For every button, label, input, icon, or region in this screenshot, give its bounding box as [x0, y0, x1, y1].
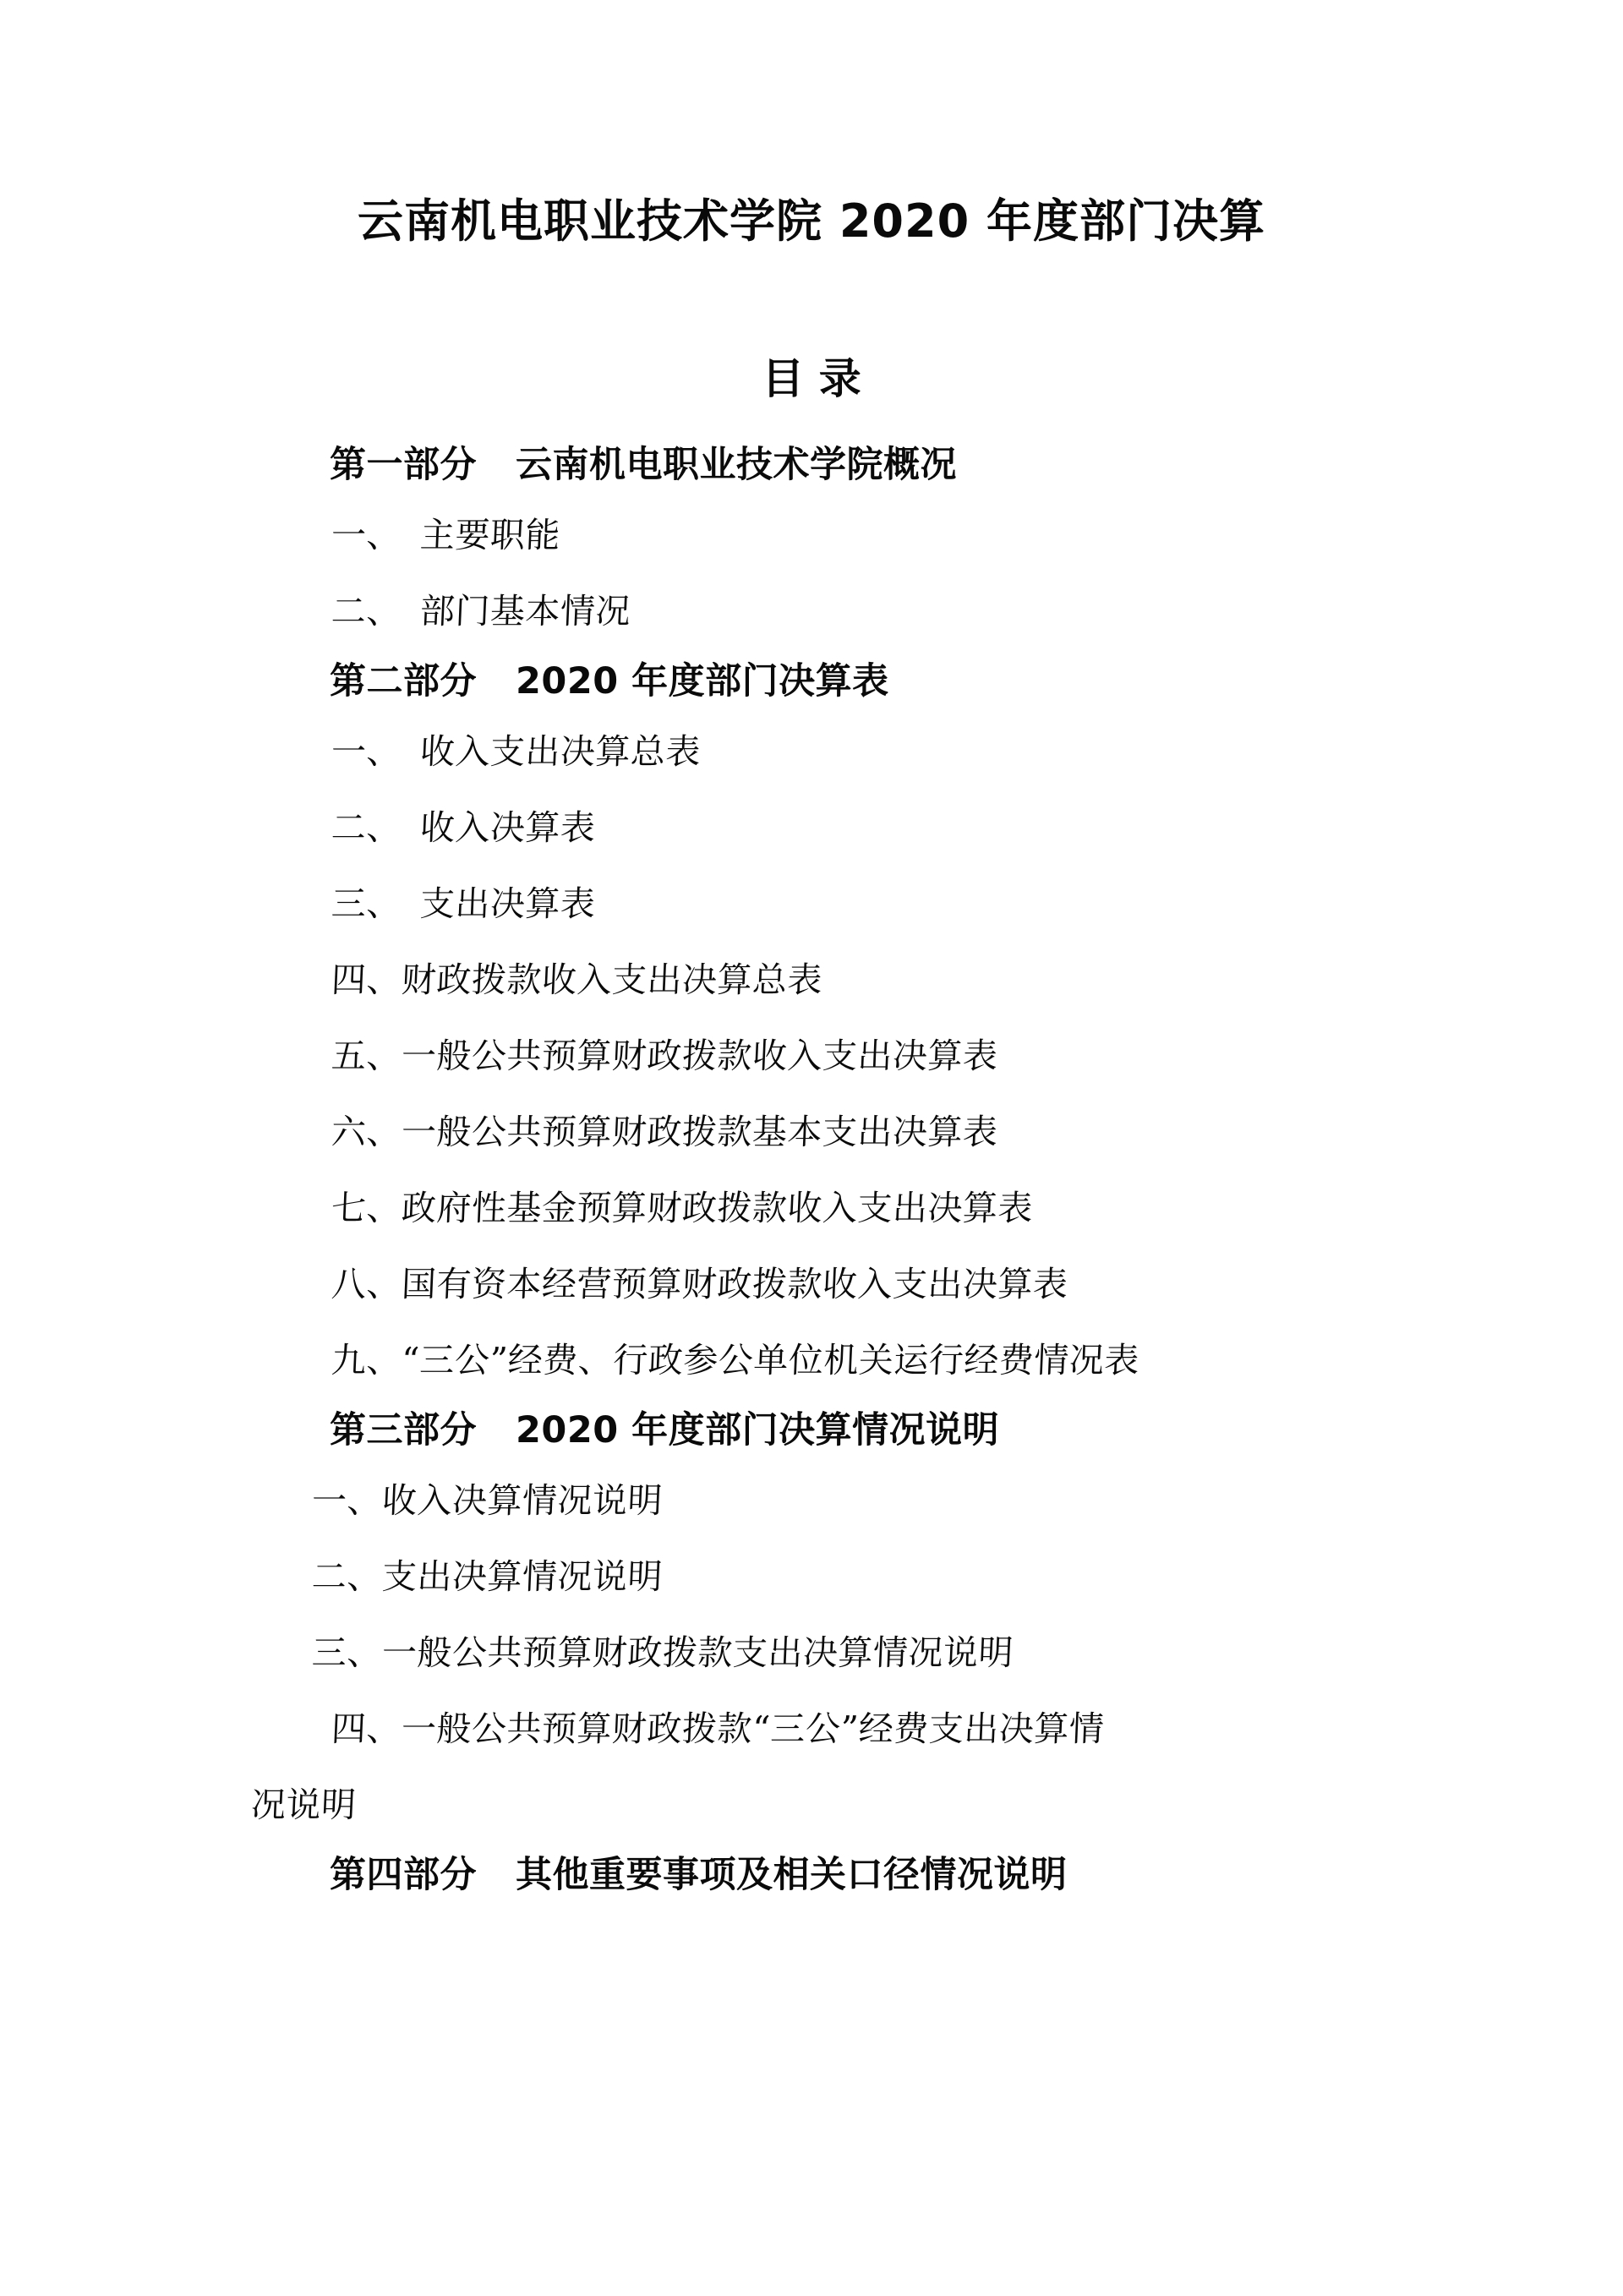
item-label: 支出决算表: [418, 883, 597, 924]
table-of-contents: [249, 433, 1382, 1907]
table-of-contents-heading: 目 录: [762, 354, 861, 403]
toc-item[interactable]: [249, 942, 1385, 1018]
item-label: 国有资本经营预算财政拨款收入支出决算表: [400, 1264, 1069, 1304]
toc-item[interactable]: [249, 1018, 1385, 1094]
toc-item[interactable]: [249, 497, 1385, 573]
page-title: 云南机电职业技术学院 2020 年度部门决算: [358, 194, 1265, 248]
item-label: 一般公共预算财政拨款支出决算情况说明: [380, 1632, 1015, 1673]
section-heading-label: 其他重要事项及相关口径情况说明: [516, 1854, 1068, 1896]
toc-item[interactable]: [249, 1170, 1385, 1246]
toc-item[interactable]: [249, 1691, 1385, 1767]
section-heading-label: 云南机电职业技术学院概况: [516, 444, 957, 486]
item-number: 三、: [310, 1632, 384, 1673]
item-number: 二、: [310, 1556, 384, 1597]
toc-item[interactable]: [249, 1462, 1385, 1539]
page-bottom-whitespace: [0, 1978, 1623, 2296]
toc-item[interactable]: [249, 1246, 1385, 1322]
section-heading-label: 2020 年度部门决算表: [516, 660, 889, 702]
item-label: 部门基本情况: [418, 591, 632, 631]
toc-section-heading-part-2[interactable]: [249, 649, 1382, 713]
item-label: 一般公共预算财政拨款收入支出决算表: [400, 1036, 999, 1076]
toc-item[interactable]: [249, 866, 1385, 942]
toc-item[interactable]: [249, 573, 1385, 649]
item-number: 二、: [330, 807, 403, 848]
item-label: 财政拨款收入支出决算总表: [400, 959, 824, 1000]
toc-section-heading-part-3[interactable]: [249, 1398, 1382, 1462]
item-label: 一般公共预算财政拨款“三公”经费支出决算情: [400, 1708, 1106, 1749]
item-number: 四、: [330, 959, 403, 1000]
toc-item[interactable]: [249, 790, 1385, 866]
toc-item[interactable]: [249, 1539, 1385, 1615]
item-number: 三、: [330, 883, 403, 924]
item-label: 收入决算表: [418, 807, 597, 848]
item-number: 七、: [330, 1188, 403, 1228]
item-label-continued: 况说明: [249, 1785, 358, 1825]
item-label: 收入决算情况说明: [380, 1480, 664, 1521]
item-number: 一、: [330, 731, 403, 772]
toc-item[interactable]: [249, 713, 1385, 790]
section-number: 第四部分: [330, 1854, 477, 1896]
item-number: 五、: [330, 1036, 403, 1076]
item-number: 九、: [330, 1340, 403, 1380]
section-number: 第一部分: [330, 444, 477, 486]
item-label: 政府性基金预算财政拨款收入支出决算表: [400, 1188, 1035, 1228]
toc-section-heading-part-4[interactable]: [249, 1843, 1382, 1907]
toc-section-heading-part-1[interactable]: [249, 433, 1382, 497]
item-label: 支出决算情况说明: [380, 1556, 664, 1597]
item-label: 主要职能: [418, 515, 562, 555]
item-number: 四、: [330, 1708, 403, 1749]
section-heading-label: 2020 年度部门决算情况说明: [516, 1409, 1000, 1451]
toc-item-continuation[interactable]: [249, 1767, 1385, 1843]
toc-item[interactable]: [249, 1094, 1385, 1170]
item-label: “三公”经费、行政参公单位机关运行经费情况表: [400, 1340, 1140, 1380]
item-label: 收入支出决算总表: [418, 731, 702, 772]
item-number: 八、: [330, 1264, 403, 1304]
item-number: 一、: [310, 1480, 384, 1521]
section-number: 第三部分: [330, 1409, 477, 1451]
toc-item[interactable]: [249, 1322, 1385, 1398]
item-label: 一般公共预算财政拨款基本支出决算表: [400, 1112, 999, 1152]
item-number: 一、: [330, 515, 403, 555]
toc-item[interactable]: [249, 1615, 1385, 1691]
section-number: 第二部分: [330, 660, 477, 702]
item-number: 二、: [330, 591, 403, 631]
item-number: 六、: [330, 1112, 403, 1152]
